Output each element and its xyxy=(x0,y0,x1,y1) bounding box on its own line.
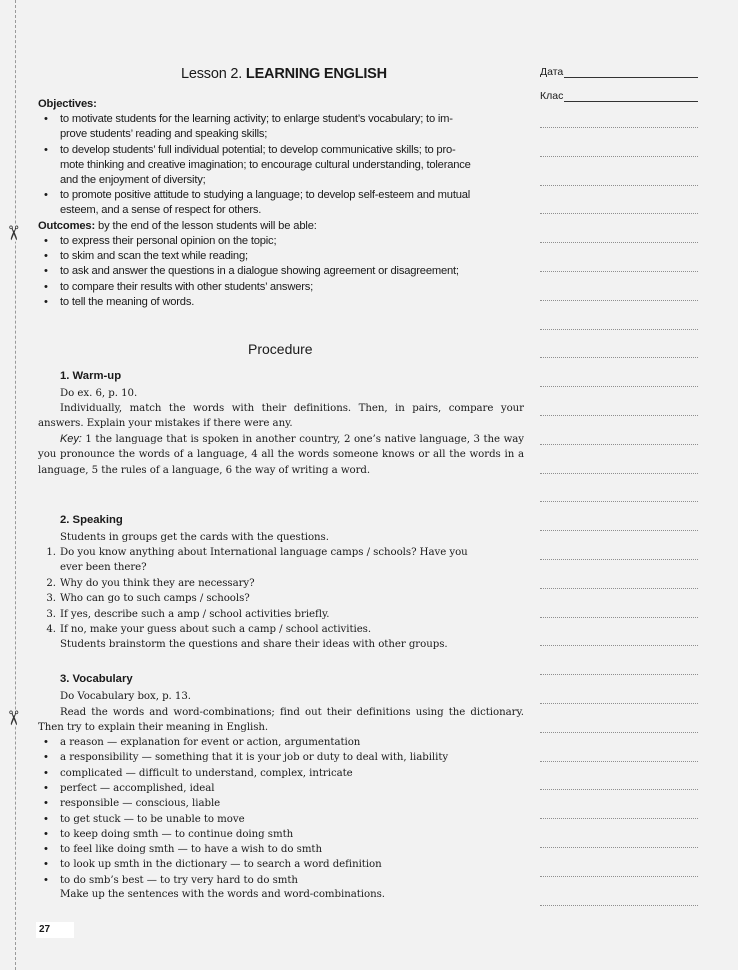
note-line xyxy=(540,444,698,445)
note-line xyxy=(540,761,698,762)
vocabulary-item: to feel like doing smth — to have a wish to do smth xyxy=(60,844,322,856)
paragraph: Students in groups get the cards with the questions. xyxy=(60,532,329,543)
note-line xyxy=(540,415,698,416)
note-line xyxy=(540,213,698,214)
note-line xyxy=(540,242,698,243)
paragraph: Make up the sentences with the words and word-combinations. xyxy=(60,889,385,900)
note-line xyxy=(540,847,698,848)
note-line xyxy=(540,645,698,646)
note-line xyxy=(540,300,698,301)
note-line xyxy=(540,156,698,157)
outcome-item: to tell the meaning of words. xyxy=(60,296,195,308)
outcome-item: to compare their results with other students’ answers; xyxy=(60,281,314,293)
paragraph: Do Vocabulary box, p. 13. xyxy=(60,691,191,702)
objectives-label: Objectives: xyxy=(38,98,97,110)
question-item: Who can go to such camps / schools? xyxy=(60,593,250,604)
objective-item: to develop students’ full individual potential; to develop communicative skills; to pro- mote thinking and creative imagination; to encourage cultural understanding, tolerance and the enjoyment of diversity; xyxy=(60,144,471,187)
note-line xyxy=(540,617,698,618)
cut-line xyxy=(15,0,16,970)
paragraph: Students brainstorm the questions and share their ideas with other groups. xyxy=(60,639,448,650)
outcome-item: to express their personal opinion on the topic; xyxy=(60,235,277,247)
vocabulary-item: complicated — difficult to understand, complex, intricate xyxy=(60,767,353,779)
section-heading: 3. Vocabulary xyxy=(60,673,133,685)
note-line xyxy=(540,876,698,877)
key-paragraph: Key: 1 the language that is spoken in another country, 2 one’s native language, 3 the way you pronounce the words of a language, 4 all the words someone knows or all the words in a language, 5 the rules of a language, 6 the way of writing a word. xyxy=(38,433,524,476)
paragraph: Individually, match the words with their definitions. Then, in pairs, compare your answers. Explain your mistakes if there were any. xyxy=(38,403,524,430)
note-line xyxy=(540,357,698,358)
vocabulary-item: to look up smth in the dictionary — to search a word definition xyxy=(60,859,382,871)
vocabulary-item: to get stuck — to be unable to move xyxy=(60,813,245,825)
paragraph: Do ex. 6, p. 10. xyxy=(60,388,138,399)
note-line xyxy=(540,473,698,474)
outcome-item: to skim and scan the text while reading; xyxy=(60,250,248,262)
vocabulary-item: a reason — explanation for event or action, argumentation xyxy=(60,737,361,748)
procedure-heading: Procedure xyxy=(248,341,313,357)
date-field: Дата xyxy=(540,66,698,78)
question-item: Do you know anything about International language camps / schools? Have you ever been there? xyxy=(60,547,468,574)
note-line xyxy=(540,732,698,733)
note-line xyxy=(540,185,698,186)
note-line xyxy=(540,559,698,560)
vocabulary-item: perfect — accomplished, ideal xyxy=(60,782,215,794)
vocabulary-item: to keep doing smth — to continue doing smth xyxy=(60,828,294,840)
note-line xyxy=(540,329,698,330)
note-line xyxy=(540,271,698,272)
note-line xyxy=(540,905,698,906)
note-line xyxy=(540,501,698,502)
outcomes-intro: Outcomes: by the end of the lesson students will be able: xyxy=(38,220,317,232)
vocabulary-item: responsible — conscious, liable xyxy=(60,798,221,810)
question-item: If yes, describe such a amp / school activities briefly. xyxy=(60,609,330,620)
note-line xyxy=(540,674,698,675)
note-line xyxy=(540,789,698,790)
question-item: If no, make your guess about such a camp / school activities. xyxy=(60,624,372,635)
section-heading: 1. Warm-up xyxy=(60,370,122,382)
note-line xyxy=(540,703,698,704)
note-line xyxy=(540,386,698,387)
question-item: Why do you think they are necessary? xyxy=(60,578,255,589)
scissors-icon: ✂ xyxy=(1,709,24,727)
lesson-title: Lesson 2. LEARNING ENGLISH xyxy=(181,66,387,82)
objective-item: to motivate students for the learning activity; to enlarge student’s vocabulary; to im- prove students’ reading and speaking skills; xyxy=(60,113,453,141)
note-line xyxy=(540,818,698,819)
vocabulary-item: to do smb’s best — to try very hard to do smth xyxy=(60,874,298,886)
outcome-item: to ask and answer the questions in a dialogue showing agreement or disagreement; xyxy=(60,265,459,277)
vocabulary-item: a responsibility — something that it is your job or duty to deal with, liability xyxy=(60,752,449,764)
note-line xyxy=(540,127,698,128)
scissors-icon: ✂ xyxy=(1,224,24,242)
note-line xyxy=(540,588,698,589)
page-number: 27 xyxy=(36,922,74,938)
class-field: Клас xyxy=(540,90,698,102)
objective-item: to promote positive attitude to studying a language; to develop self-esteem and mutual esteem, and a sense of respect for others. xyxy=(60,189,471,217)
paragraph: Read the words and word-combinations; find out their definitions using the dictionary. Then try to explain their meaning in English. xyxy=(38,707,524,734)
section-heading: 2. Speaking xyxy=(60,514,123,526)
note-line xyxy=(540,530,698,531)
